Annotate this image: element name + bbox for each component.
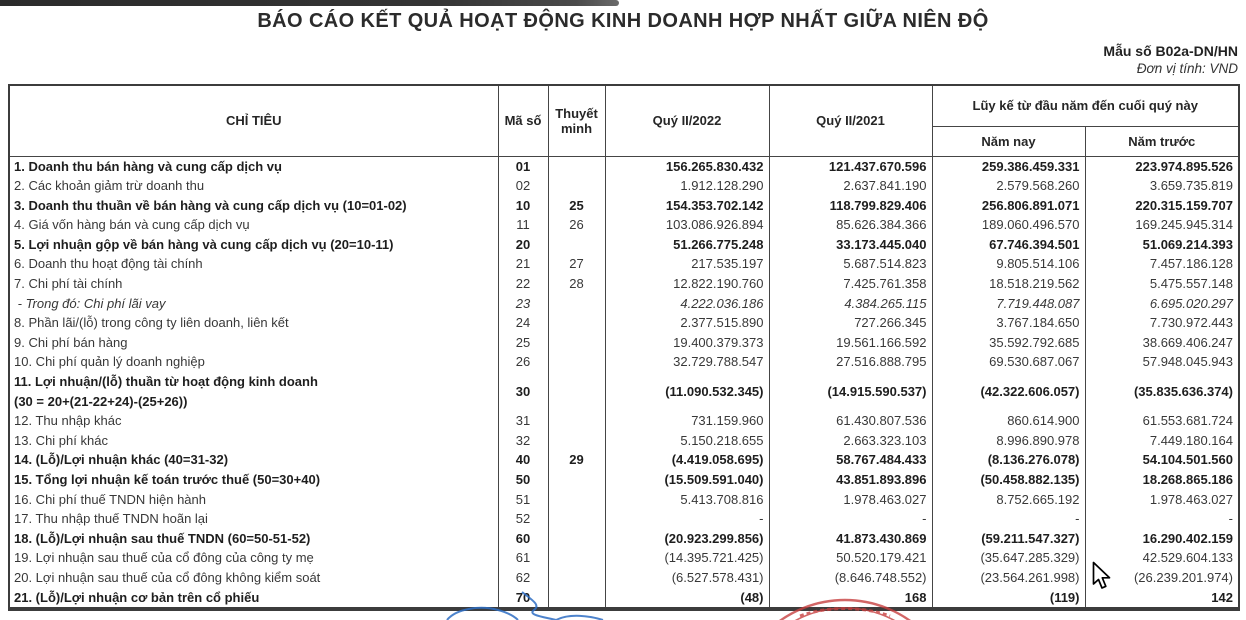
mouse-cursor-icon [1092, 561, 1113, 591]
table-row [9, 490, 1239, 510]
row-ma-so: 61 [498, 548, 548, 568]
page-title: BÁO CÁO KẾT QUẢ HOẠT ĐỘNG KINH DOANH HỢP NHẤT GIỮA NIÊN ĐỘ [257, 10, 989, 32]
row-ma-so: 51 [498, 490, 548, 510]
table-row [9, 176, 1239, 196]
row-nam-truoc: 223.974.895.526 [1085, 156, 1239, 176]
row-nam-truoc: 169.245.945.314 [1085, 215, 1239, 235]
row-thuyet-minh [548, 176, 605, 196]
row-thuyet-minh [548, 509, 605, 529]
header-cumulative: Lũy kế từ đầu năm đến cuối quý này [932, 85, 1239, 126]
row-ma-so: 40 [498, 450, 548, 470]
scan-edge-artifact [0, 0, 619, 6]
row-q2-2022: (11.090.532.345) [605, 372, 769, 411]
row-thuyet-minh [548, 313, 605, 333]
row-label: 20. Lợi nhuận sau thuế của cổ đông không kiểm soát [9, 568, 498, 588]
row-q2-2021: 85.626.384.366 [769, 215, 932, 235]
table-row [9, 313, 1239, 333]
table-row [9, 254, 1239, 274]
row-label: 14. (Lỗ)/Lợi nhuận khác (40=31-32) [9, 450, 498, 470]
row-nam-truoc: 5.475.557.148 [1085, 274, 1239, 294]
row-ma-so: 02 [498, 176, 548, 196]
row-q2-2021: 41.873.430.869 [769, 529, 932, 549]
table-row [9, 411, 1239, 431]
row-q2-2022: 156.265.830.432 [605, 156, 769, 176]
table-row [9, 156, 1239, 176]
row-nam-nay: 67.746.394.501 [932, 235, 1085, 255]
row-ma-so: 01 [498, 156, 548, 176]
row-nam-truoc: 220.315.159.707 [1085, 196, 1239, 216]
table-row [9, 235, 1239, 255]
row-ma-so: 62 [498, 568, 548, 588]
row-nam-truoc: - [1085, 509, 1239, 529]
row-q2-2022: 1.912.128.290 [605, 176, 769, 196]
row-nam-truoc: 7.730.972.443 [1085, 313, 1239, 333]
row-thuyet-minh [548, 352, 605, 372]
row-q2-2021: 1.978.463.027 [769, 490, 932, 510]
form-meta [1103, 43, 1238, 77]
row-label: 12. Thu nhập khác [9, 411, 498, 431]
row-q2-2021: (14.915.590.537) [769, 372, 932, 411]
row-thuyet-minh: 25 [548, 196, 605, 216]
row-q2-2021: 118.799.829.406 [769, 196, 932, 216]
row-nam-truoc: 3.659.735.819 [1085, 176, 1239, 196]
currency-unit: Đơn vị tính: VND [1136, 61, 1238, 76]
row-thuyet-minh [548, 333, 605, 353]
header-nam-truoc: Năm trước [1085, 126, 1239, 156]
row-q2-2022: 12.822.190.760 [605, 274, 769, 294]
row-nam-nay: (59.211.547.327) [932, 529, 1085, 549]
row-ma-so: 26 [498, 352, 548, 372]
row-nam-nay: (42.322.606.057) [932, 372, 1085, 411]
row-q2-2022: 19.400.379.373 [605, 333, 769, 353]
row-q2-2021: 4.384.265.115 [769, 294, 932, 314]
row-thuyet-minh [548, 548, 605, 568]
row-label: 11. Lợi nhuận/(lỗ) thuần từ hoạt động kinh doanh (30 = 20+(21-22+24)-(25+26)) [9, 372, 498, 411]
row-nam-truoc: 142 [1085, 588, 1239, 610]
table-header [9, 85, 1239, 156]
row-nam-nay: (8.136.276.078) [932, 450, 1085, 470]
row-q2-2021: 5.687.514.823 [769, 254, 932, 274]
row-ma-so: 50 [498, 470, 548, 490]
row-label: 18. (Lỗ)/Lợi nhuận sau thuế TNDN (60=50-51-52) [9, 529, 498, 549]
row-ma-so: 25 [498, 333, 548, 353]
row-ma-so: 52 [498, 509, 548, 529]
row-q2-2021: (8.646.748.552) [769, 568, 932, 588]
row-nam-nay: 35.592.792.685 [932, 333, 1085, 353]
row-q2-2021: - [769, 509, 932, 529]
row-nam-truoc: 7.449.180.164 [1085, 431, 1239, 451]
row-thuyet-minh [548, 529, 605, 549]
row-label: 15. Tổng lợi nhuận kế toán trước thuế (50=30+40) [9, 470, 498, 490]
row-nam-nay: 69.530.687.067 [932, 352, 1085, 372]
row-label: 21. (Lỗ)/Lợi nhuận cơ bản trên cổ phiếu [9, 588, 498, 610]
row-thuyet-minh [548, 235, 605, 255]
table-row [9, 274, 1239, 294]
row-label: 4. Giá vốn hàng bán và cung cấp dịch vụ [9, 215, 498, 235]
table-row [9, 548, 1239, 568]
income-statement-table [8, 84, 1240, 611]
row-nam-truoc: 16.290.402.159 [1085, 529, 1239, 549]
row-nam-truoc: 57.948.045.943 [1085, 352, 1239, 372]
row-q2-2021: 19.561.166.592 [769, 333, 932, 353]
row-nam-nay: 8.996.890.978 [932, 431, 1085, 451]
table-row [9, 333, 1239, 353]
row-nam-truoc: 42.529.604.133 [1085, 548, 1239, 568]
row-label: 1. Doanh thu bán hàng và cung cấp dịch vụ [9, 156, 498, 176]
row-q2-2022: (20.923.299.856) [605, 529, 769, 549]
row-ma-so: 32 [498, 431, 548, 451]
row-q2-2022: 2.377.515.890 [605, 313, 769, 333]
row-thuyet-minh: 29 [548, 450, 605, 470]
row-thuyet-minh [548, 294, 605, 314]
row-thuyet-minh [548, 588, 605, 610]
row-nam-truoc: 38.669.406.247 [1085, 333, 1239, 353]
row-q2-2021: 27.516.888.795 [769, 352, 932, 372]
row-q2-2022: (14.395.721.425) [605, 548, 769, 568]
row-ma-so: 22 [498, 274, 548, 294]
row-label: 7. Chi phí tài chính [9, 274, 498, 294]
row-label: 16. Chi phí thuế TNDN hiện hành [9, 490, 498, 510]
row-label: 3. Doanh thu thuần về bán hàng và cung cấp dịch vụ (10=01-02) [9, 196, 498, 216]
row-q2-2021: 33.173.445.040 [769, 235, 932, 255]
row-nam-nay: 189.060.496.570 [932, 215, 1085, 235]
table-row [9, 568, 1239, 588]
row-q2-2022: 5.413.708.816 [605, 490, 769, 510]
row-nam-nay: (23.564.261.998) [932, 568, 1085, 588]
header-nam-nay: Năm nay [932, 126, 1085, 156]
table-row [9, 431, 1239, 451]
row-q2-2021: 2.663.323.103 [769, 431, 932, 451]
row-q2-2022: 51.266.775.248 [605, 235, 769, 255]
row-q2-2022: 154.353.702.142 [605, 196, 769, 216]
row-q2-2022: (48) [605, 588, 769, 610]
row-nam-nay: (119) [932, 588, 1085, 610]
row-q2-2022: (15.509.591.040) [605, 470, 769, 490]
row-q2-2022: (4.419.058.695) [605, 450, 769, 470]
row-nam-nay: (35.647.285.329) [932, 548, 1085, 568]
row-q2-2021: 50.520.179.421 [769, 548, 932, 568]
row-label: 17. Thu nhập thuế TNDN hoãn lại [9, 509, 498, 529]
row-nam-truoc: 1.978.463.027 [1085, 490, 1239, 510]
row-ma-so: 70 [498, 588, 548, 610]
header-chi-tieu: CHỈ TIÊU [9, 85, 498, 156]
row-nam-nay: (50.458.882.135) [932, 470, 1085, 490]
row-thuyet-minh: 27 [548, 254, 605, 274]
header-ma-so: Mã số [498, 85, 548, 156]
row-q2-2022: - [605, 509, 769, 529]
row-label: 8. Phần lãi/(lỗ) trong công ty liên doanh, liên kết [9, 313, 498, 333]
row-label: - Trong đó: Chi phí lãi vay [9, 294, 498, 314]
row-nam-truoc: 54.104.501.560 [1085, 450, 1239, 470]
row-label: 6. Doanh thu hoạt động tài chính [9, 254, 498, 274]
row-label: 5. Lợi nhuận gộp về bán hàng và cung cấp dịch vụ (20=10-11) [9, 235, 498, 255]
row-label: 2. Các khoản giảm trừ doanh thu [9, 176, 498, 196]
row-q2-2021: 43.851.893.896 [769, 470, 932, 490]
table-row [9, 509, 1239, 529]
row-thuyet-minh [548, 372, 605, 411]
table-row [9, 529, 1239, 549]
row-nam-truoc: (26.239.201.974) [1085, 568, 1239, 588]
row-nam-nay: 3.767.184.650 [932, 313, 1085, 333]
row-thuyet-minh [548, 470, 605, 490]
row-q2-2022: 103.086.926.894 [605, 215, 769, 235]
row-q2-2021: 61.430.807.536 [769, 411, 932, 431]
row-nam-truoc: 61.553.681.724 [1085, 411, 1239, 431]
row-nam-nay: 2.579.568.260 [932, 176, 1085, 196]
row-ma-so: 20 [498, 235, 548, 255]
header-q2-2021: Quý II/2021 [769, 85, 932, 156]
header-thuyet-minh: Thuyết minh [548, 85, 605, 156]
row-nam-truoc: 18.268.865.186 [1085, 470, 1239, 490]
table-row [9, 294, 1239, 314]
row-ma-so: 21 [498, 254, 548, 274]
row-nam-nay: 7.719.448.087 [932, 294, 1085, 314]
table-row [9, 352, 1239, 372]
row-nam-truoc: 6.695.020.297 [1085, 294, 1239, 314]
row-q2-2021: 7.425.761.358 [769, 274, 932, 294]
table-body [9, 156, 1239, 609]
row-q2-2022: 731.159.960 [605, 411, 769, 431]
row-q2-2021: 168 [769, 588, 932, 610]
row-q2-2022: 4.222.036.186 [605, 294, 769, 314]
row-q2-2021: 727.266.345 [769, 313, 932, 333]
row-thuyet-minh [548, 411, 605, 431]
row-ma-so: 24 [498, 313, 548, 333]
row-q2-2022: 217.535.197 [605, 254, 769, 274]
row-q2-2022: 32.729.788.547 [605, 352, 769, 372]
header-q2-2022: Quý II/2022 [605, 85, 769, 156]
row-nam-nay: 9.805.514.106 [932, 254, 1085, 274]
row-thuyet-minh [548, 156, 605, 176]
row-nam-nay: - [932, 509, 1085, 529]
row-ma-so: 31 [498, 411, 548, 431]
row-ma-so: 10 [498, 196, 548, 216]
row-label: 9. Chi phí bán hàng [9, 333, 498, 353]
row-thuyet-minh [548, 431, 605, 451]
row-label: 19. Lợi nhuận sau thuế của cổ đông của công ty mẹ [9, 548, 498, 568]
table-row [9, 215, 1239, 235]
row-thuyet-minh: 28 [548, 274, 605, 294]
row-q2-2021: 121.437.670.596 [769, 156, 932, 176]
row-thuyet-minh: 26 [548, 215, 605, 235]
form-number: Mẫu số B02a-DN/HN [1103, 43, 1238, 59]
row-ma-so: 11 [498, 215, 548, 235]
row-nam-truoc: 51.069.214.393 [1085, 235, 1239, 255]
row-nam-nay: 259.386.459.331 [932, 156, 1085, 176]
table-row [9, 588, 1239, 610]
row-q2-2022: (6.527.578.431) [605, 568, 769, 588]
row-nam-nay: 8.752.665.192 [932, 490, 1085, 510]
row-nam-nay: 256.806.891.071 [932, 196, 1085, 216]
row-ma-so: 60 [498, 529, 548, 549]
row-nam-nay: 860.614.900 [932, 411, 1085, 431]
table-row [9, 450, 1239, 470]
row-nam-truoc: 7.457.186.128 [1085, 254, 1239, 274]
table-row [9, 372, 1239, 411]
row-nam-nay: 18.518.219.562 [932, 274, 1085, 294]
row-q2-2022: 5.150.218.655 [605, 431, 769, 451]
row-thuyet-minh [548, 568, 605, 588]
row-nam-truoc: (35.835.636.374) [1085, 372, 1239, 411]
row-q2-2021: 2.637.841.190 [769, 176, 932, 196]
table-row [9, 196, 1239, 216]
row-label: 13. Chi phí khác [9, 431, 498, 451]
row-ma-so: 30 [498, 372, 548, 411]
row-label: 10. Chi phí quản lý doanh nghiệp [9, 352, 498, 372]
row-ma-so: 23 [498, 294, 548, 314]
table-row [9, 470, 1239, 490]
row-thuyet-minh [548, 490, 605, 510]
row-q2-2021: 58.767.484.433 [769, 450, 932, 470]
